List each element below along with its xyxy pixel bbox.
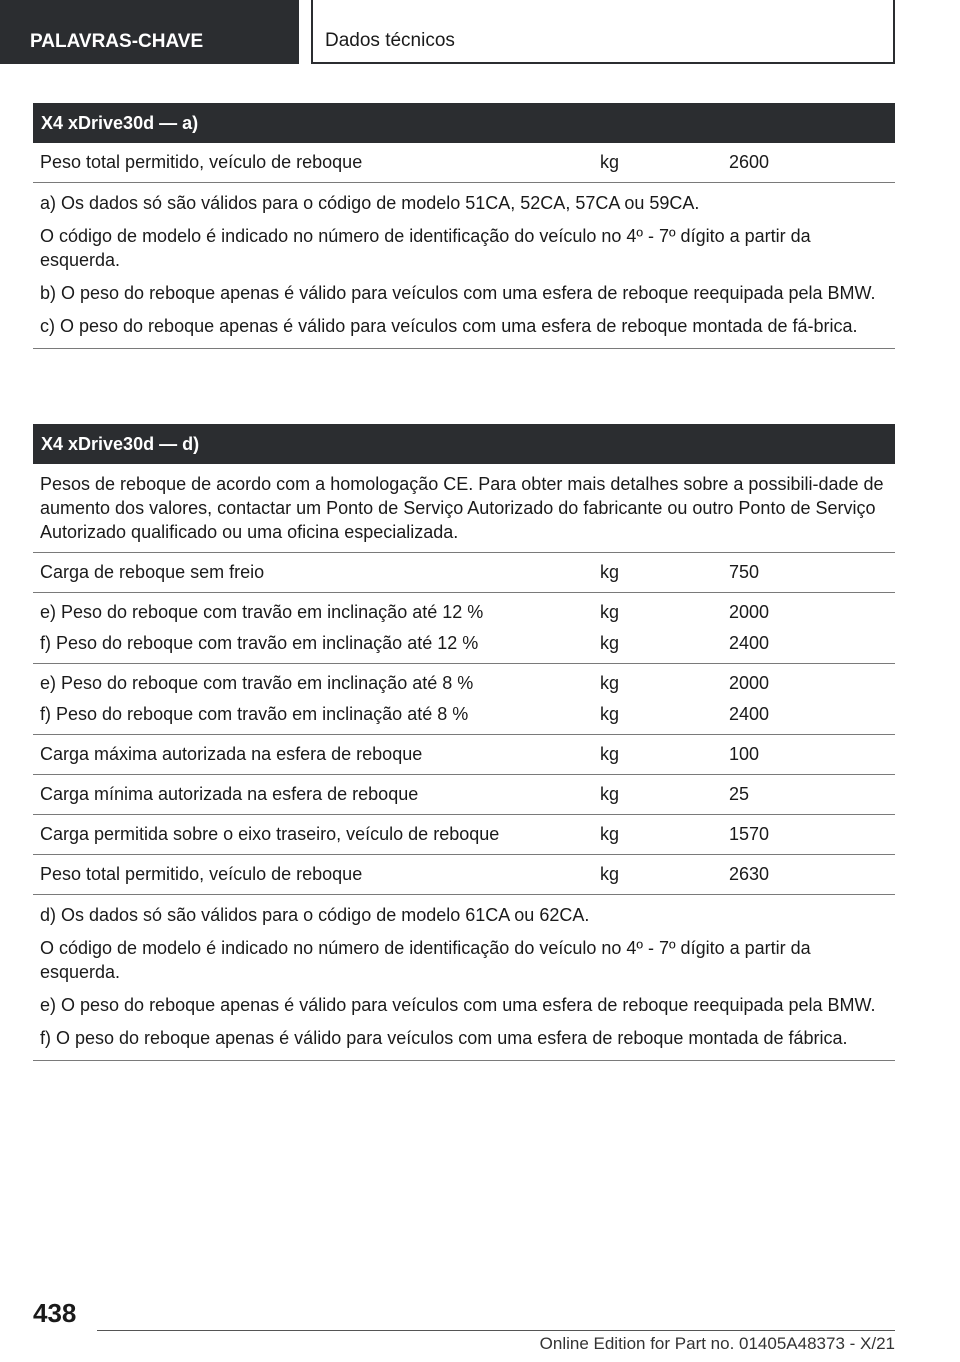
table-row (33, 553, 895, 593)
row-unit: kg (600, 152, 620, 172)
table-row (33, 775, 895, 815)
table-row (33, 143, 895, 183)
row-value: 1570 (729, 824, 770, 844)
row-label: Carga de reboque sem freio (40, 562, 265, 582)
section-a-title: X4 xDrive30d — a) (33, 103, 895, 143)
row-label: f) Peso do reboque com travão em inclinação até 8 % (40, 704, 469, 724)
table-row-group-12 (33, 593, 895, 664)
row-value: 2630 (729, 864, 770, 884)
footer-divider (97, 1330, 895, 1331)
row-label: Peso total permitido, veículo de reboque (40, 152, 363, 172)
row-label: e) Peso do reboque com travão em inclinação até 8 % (40, 673, 474, 693)
footnote: c) O peso do reboque apenas é válido para veículos com uma esfera de reboque montada de fá-brica. (40, 316, 858, 336)
row-label: Carga máxima autorizada na esfera de reboque (40, 744, 423, 764)
table-subrow (33, 597, 895, 628)
row-value: 25 (729, 784, 750, 804)
row-value: 2000 (729, 673, 770, 693)
table-row (33, 735, 895, 775)
row-value: 100 (729, 744, 760, 764)
row-label: Carga permitida sobre o eixo traseiro, veículo de reboque (40, 824, 500, 844)
table-subrow (33, 699, 895, 730)
row-value: 2400 (729, 704, 770, 724)
page-number: 438 (33, 1298, 77, 1328)
section-d-intro: Pesos de reboque de acordo com a homologação CE. Para obter mais detalhes sobre a possibili-dade de aumento dos valores, contactar um Ponto de Serviço Autorizado do fabricante ou outro Ponto de Serviço Autorizado qualificado ou uma oficina especializada. (33, 464, 895, 553)
section-tab[interactable]: PALAVRAS-CHAVE (0, 0, 299, 64)
row-value: 2400 (729, 633, 770, 653)
row-value: 750 (729, 562, 760, 582)
section-d-notes (33, 895, 895, 1061)
footnote: d) Os dados só são válidos para o código de modelo 61CA ou 62CA. (40, 905, 590, 925)
row-unit: kg (600, 744, 620, 764)
section-a-notes (33, 183, 895, 349)
row-label: Peso total permitido, veículo de reboque (40, 864, 363, 884)
footnote: O código de modelo é indicado no número de identificação do veículo no 4º - 7º dígito a partir da esquerda. (40, 226, 811, 270)
row-unit: kg (600, 864, 620, 884)
row-unit: kg (600, 784, 620, 804)
table-subrow (33, 628, 895, 659)
row-value: 2600 (729, 152, 770, 172)
row-value: 2000 (729, 602, 770, 622)
footnote: f) O peso do reboque apenas é válido para veículos com uma esfera de reboque montada de fábrica. (40, 1028, 848, 1048)
section-d-title: X4 xDrive30d — d) (33, 424, 895, 464)
row-unit: kg (600, 704, 620, 724)
row-unit: kg (600, 602, 620, 622)
spec-section-a (33, 103, 895, 349)
table-row (33, 855, 895, 895)
table-subrow (33, 668, 895, 699)
row-unit: kg (600, 673, 620, 693)
spec-section-d (33, 424, 895, 1061)
footnote: e) O peso do reboque apenas é válido para veículos com uma esfera de reboque reequipada pela BMW. (40, 995, 876, 1015)
row-unit: kg (600, 633, 620, 653)
footnote: O código de modelo é indicado no número de identificação do veículo no 4º - 7º dígito a partir da esquerda. (40, 938, 811, 982)
row-unit: kg (600, 562, 620, 582)
row-unit: kg (600, 824, 620, 844)
chapter-title: Dados técnicos (311, 0, 895, 64)
row-label: Carga mínima autorizada na esfera de reboque (40, 784, 419, 804)
footnote: a) Os dados só são válidos para o código de modelo 51CA, 52CA, 57CA ou 59CA. (40, 193, 700, 213)
row-label: f) Peso do reboque com travão em inclinação até 12 % (40, 633, 479, 653)
row-label: e) Peso do reboque com travão em inclinação até 12 % (40, 602, 484, 622)
footnote: b) O peso do reboque apenas é válido para veículos com uma esfera de reboque reequipada pela BMW. (40, 283, 876, 303)
edition-footer: Online Edition for Part no. 01405A48373 - X/21 (539, 1334, 895, 1353)
table-row (33, 815, 895, 855)
table-row-group-8 (33, 664, 895, 735)
